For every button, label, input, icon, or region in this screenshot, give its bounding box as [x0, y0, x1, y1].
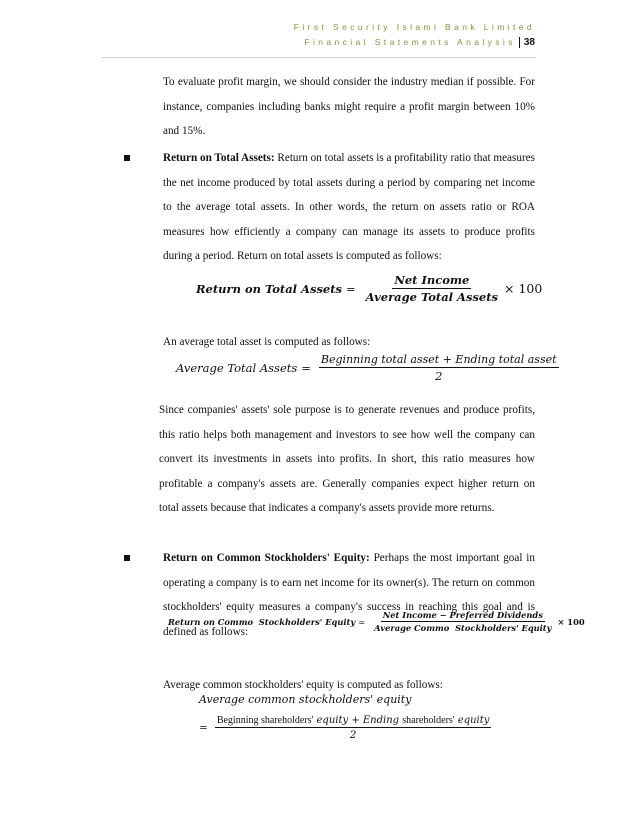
- roa-term: Return on Total Assets:: [163, 152, 275, 164]
- page-number: 38: [519, 37, 535, 48]
- avg-equity-formula-lhs: Average common stockholders' equity: [199, 693, 412, 706]
- avg-equity-formula: [199, 715, 495, 741]
- roa-formula-eq: =: [346, 281, 356, 296]
- roe-text: Perhaps the most important goal in operating a company is to earn net income for its owner(s). The return on common stockholders' equity measures a company's success in reaching this goal and is defined as follows:: [163, 552, 535, 638]
- bullet-icon: [124, 555, 130, 561]
- roa-text: Return on total assets is a profitability ratio that measures the net income produced by total assets during a period by comparing net income to the average total assets. In other words, the return on assets ratio or ROA measures how efficiently a company can manage its assets to produce profits during a period. Return on total assets is computed as follows:: [163, 152, 535, 262]
- roe-term: Return on Common Stockholders' Equity:: [163, 552, 370, 564]
- roa-formula-multiplier: × 100: [504, 281, 543, 296]
- header-rule: [102, 57, 536, 58]
- avg-formula-eq: =: [301, 361, 311, 375]
- avg-formula-fraction: [319, 353, 559, 383]
- header-section-title: Financial Statements Analysis: [304, 37, 516, 47]
- page-header: [294, 20, 535, 50]
- roe-formula-numerator: Net Income − Preferred Dividends: [382, 610, 543, 620]
- roe-average-intro: Average common stockholders' equity is computed as follows:: [163, 679, 443, 691]
- avg-equity-fraction: [215, 715, 492, 741]
- roe-formula-fraction: [372, 610, 553, 633]
- paragraph-roa-explanation: Since companies' assets' sole purpose is to generate revenues and produce profits, this ratio helps both management and investors to see how well the company can convert its investments in assets into profits. In short, this ratio measures how profitable a company's assets are. Generally companies expect higher return on total assets because that indicates a company's assets provide more returns.: [159, 404, 535, 514]
- header-section: [294, 35, 535, 50]
- paragraph-profit-margin: To evaluate profit margin, we should consider the industry median if possible. For instance, companies including banks might require a profit margin between 10% and 15%.: [163, 76, 535, 137]
- roe-formula-eq: =: [358, 616, 366, 627]
- roa-formula-lhs: Return on Total Assets: [196, 281, 343, 296]
- paragraph-roa: [163, 146, 535, 269]
- bullet-icon: [124, 155, 130, 161]
- avg-equity-numerator: Beginning shareholders' equity + Ending shareholders' equity: [216, 715, 490, 726]
- avg-total-assets-formula: [176, 353, 563, 383]
- avg-formula-lhs: Average Total Assets: [176, 361, 298, 375]
- avg-formula-numerator: Beginning total asset + Ending total asset: [320, 353, 557, 366]
- roa-average-intro: An average total asset is computed as follows:: [163, 336, 371, 348]
- roa-formula-numerator: Net Income: [394, 273, 470, 287]
- roe-formula-denominator: Average Commo Stockholders' Equity: [374, 623, 552, 633]
- roa-formula-fraction: [364, 273, 500, 304]
- roe-formula-multiplier: × 100: [557, 616, 585, 627]
- roe-formula-lhs: Return on Commo Stockholders' Equity: [168, 616, 356, 627]
- avg-equity-eq: =: [199, 722, 208, 734]
- roa-formula: [196, 273, 542, 304]
- header-bank-name: First Security Islami Bank Limited: [293, 22, 535, 32]
- avg-equity-denominator: 2: [349, 729, 357, 741]
- roe-formula: [168, 610, 585, 633]
- avg-formula-denominator: 2: [435, 369, 443, 383]
- roa-formula-denominator: Average Total Assets: [365, 290, 499, 304]
